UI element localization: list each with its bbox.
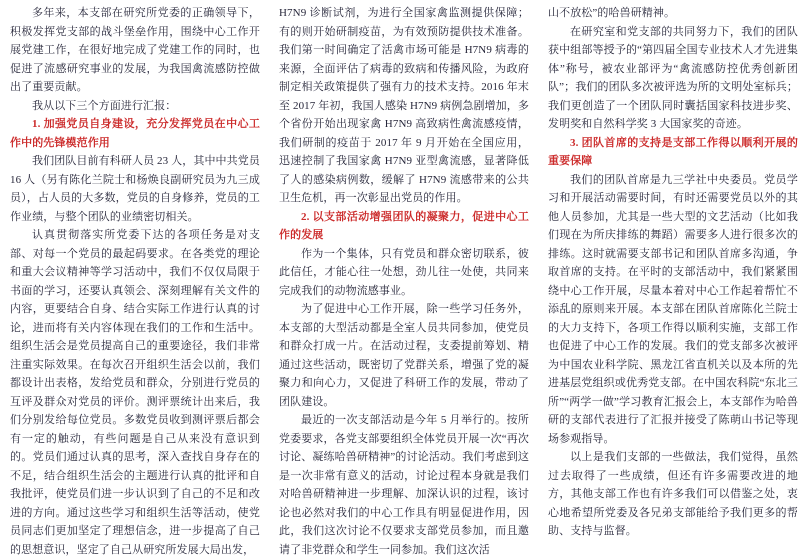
text-column-3 [548,4,798,549]
text-column-1 [10,4,260,556]
paragraph-intro: 多年来，本支部在研究所党委的正确领导下，积极发挥党支部的战斗堡垒作用，围绕中心工作开展党建工作，在很好地完成了党建工作的同时，也促进了流感研究事业的发展，为我国禽流感防控做出了重要贡献。 [10,7,260,93]
paragraph-activities: 为了促进中心工作开展，除一些学习任务外，本支部的大型活动都是全室人员共同参加，使党员和群众打成一片。在活动过程，支委提前筹划、精通过这些活动，既密切了党群关系，增强了党的凝聚力和向心力，又促进了科研工作的发展，带动了团队建设。 [279,303,529,408]
paragraph-closing: 以上是我们支部的一些做法，我们觉得，虽然过去取得了一些成绩，但还有许多需要改进的地方，其他支部工作也有许多我们可以借鉴之处，衷心地希望所党委及各兄弟支部能给予我们更多的帮助、支持与监督。 [548,451,798,537]
paragraph-h7n9-continuation: H7N9 诊断试剂，为进行全国家禽监测提供保障；有的则开始研制疫苗，为有效预防提供技术准备。我们第一时间确定了活禽市场可能是 H7N9 病毒的来源，全面评估了病毒的致病和传播风险，为政府制定相关政策提供了强有力的技术支持。2016 年末至 2017 年初，我国人感染 H7N9 病例急剧增加，多个省份开始出现家禽 H7N9 高致病性禽流感疫情，我们研制的疫苗于 2017 年 9 月开始在全国应用，迅速控制了我国家禽 H7N9 亚型禽流感，显著降低了人的感染病例数，缓解了 H7N9 流感带来的公共卫生危机，再一次彰显出党员的作用。 [279,7,529,204]
text-column-2 [279,4,529,556]
section-heading-2: 2. 以支部活动增强团队的凝聚力，促进中心工作的发展 [279,210,529,241]
section-heading-1: 1. 加强党员自身建设，充分发挥党员在中心工作中的先锋模范作用 [10,118,260,149]
paragraph-recent-activity: 最近的一次支部活动是今年 5 月举行的。按所党委要求，各党支部要组织全体党员开展一次“再次讨论、凝练哈兽研精神”的讨论活动。我们考虑到这是一次非常有意义的活动，讨论过程本身就是我们对哈兽研精神进一步理解、加深认识的过程，该讨论也必然对我们的中心工作具有明显促进作用，因此，我们这次讨论不仅要求支部党员参加，而且邀请了非党群众和学生一同参加。我们这次活 [279,414,529,556]
paragraph-spirit-continuation: 山不放松”的哈兽研精神。 [548,7,676,19]
paragraph-chief-support: 我们的团队首席是九三学社中央委员。党员学习和开展活动需要时间，有时还需要党员以外的其他人员参加，尤其是一些大型的文艺活动（比如我们现在为所庆排练的舞蹈）需要多人进行很多次的排练。这时就需要支部书记和团队首席多沟通，争取首席的支持。在平时的支部活动中，我们紧紧围绕中心工作开展，尽量本着对中心工作起着帮忙不添乱的原则来开展。本支部在团队首席陈化兰院士的大力支持下，各项工作得以顺利实施，支部工作也促进了中心工作的发展。我们的党支部多次被评为中国农业科学院、黑龙江省直机关以及本所的先进基层党组织或优秀党支部。在中国农科院“东北三所”“两学一做”学习教育汇报会上，本支部作为哈兽研的支部代表进行了汇报并接受了陈萌山书记等现场参观指导。 [548,173,798,445]
paragraph-team-members: 我们团队目前有科研人员 23 人，其中中共党员 16 人（另有陈化兰院士和杨焕良副研究员为九三成员），占人员的大多数，党员的自身修养，党员的工作业绩，与整个团队的业绩密切相关。 [10,155,260,223]
paragraph-report-lead: 我从以下三个方面进行汇报： [32,99,177,112]
paragraph-awards: 在研究室和党支部的共同努力下，我们的团队获中组部等授予的“第四届全国专业技术人才先进集体”称号，被农业部评为“禽流感防控优秀创新团队”；我们的团队多次被评选为所的文明处室标兵；我们更创造了一个团队同时囊括国家科技进步奖、发明奖和自然科学奖 3 大国家奖的奇迹。 [548,25,798,130]
paragraph-party-tasks: 认真贯彻落实所党委下达的各项任务是对支部、对每一个党员的最起码要求。在各类党的理论和重大会议精神等学习活动中，我们不仅仅局限于书面的学习，还要认真领会、深刻理解有关文件的内容，更要结合自身、结合实际工作进行认真的讨论，进而将有关内容体现在我们的工作和生活中。组织生活会是党员提高自己的重要途径，我们非常注重实际效果。在每次召开组织生活会以前，我们都设计出表格，发给党员和群众，分别进行党员的互评及群众对党员的评价。测评票统计出来后，我们分别发给每位党员。多数党员收到测评票后都会有一定的触动，有些问题是自己从来没有意识到的。党员们通过认真的思考，深入查找自身存在的不足，结合组织生活会的主题进行认真的批评和自我批评，使党员们进一步认识到了自己的不足和改进的方向。通过这些学习和组织生活等活动，使党员同志们更加坚定了理想信念，进一步提高了自己的思想意识，坚定了自己从研究所发展大局出发， [10,229,260,556]
section-heading-3: 3. 团队首席的支持是支部工作得以顺利开展的重要保障 [548,136,798,167]
paragraph-collective: 作为一个集体，只有党员和群众密切联系，彼此信任，才能心往一处想，劲儿往一处使，共同来完成我们的动物流感事业。 [279,247,529,297]
